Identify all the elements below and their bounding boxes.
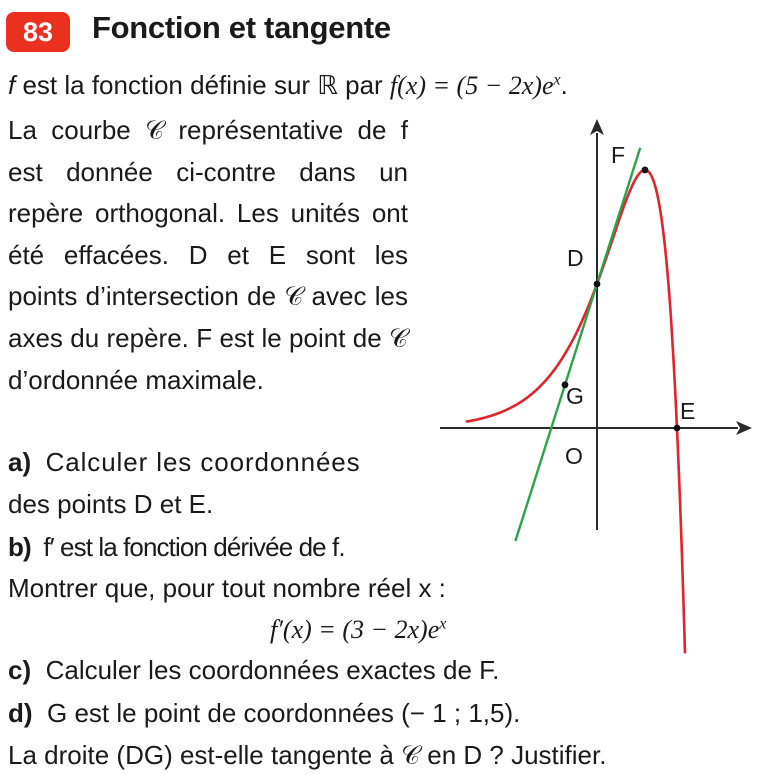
question-c-label: c) [8,655,32,685]
question-b-text: f′ est la fonction dérivée de f. [43,532,345,562]
derivative-exponent: x [439,615,447,633]
x-axis-arrow [736,421,752,435]
question-d-text: G est le point de coordonnées (− 1 ; 1,5). [47,698,521,728]
definition-text: est la fonction définie sur ℝ par [15,70,390,100]
label-f: F [611,142,626,168]
question-d-label: d) [8,698,33,728]
point-f [642,167,649,174]
point-d [594,281,601,288]
question-a-text: Calculer les coordonnées [45,447,361,477]
definition-formula: f(x) = (5 − 2x)e [389,71,554,100]
tangent-line-dg [515,148,640,541]
derivative-expression: f′(x) = (3 − 2x)e [270,615,440,644]
definition-exponent: x [553,71,561,89]
question-d-cont: La droite (DG) est-elle tangente à 𝒞 en D ? Justifier. [8,740,607,770]
y-axis-arrow [590,119,604,135]
exercise-title: Fonction et tangente [92,10,391,45]
definition-end: . [560,70,568,100]
label-e: E [680,398,696,424]
exercise-number-badge: 83 [6,12,70,52]
question-a-cont: des points D et E. [8,489,214,519]
point-e [674,425,681,432]
question-b-cont: Montrer que, pour tout nombre réel x : [8,573,446,603]
function-name: f [8,70,16,100]
label-g: G [566,383,584,409]
question-b-label: b) [8,532,31,562]
question-a-label: a) [8,447,32,477]
question-c-text: Calculer les coordonnées exactes de F. [45,655,500,685]
label-o: O [565,443,583,469]
label-d: D [567,245,584,271]
description-text: La courbe 𝒞 représentative de f est donnée ci-contre dans un repère orthogonal. Les unités ont été effacées. D et E sont les points d’intersection de 𝒞 avec les axes du repère. F est le point de 𝒞 d’ordonnée maximale. [8,115,408,395]
curve-c [466,170,685,653]
